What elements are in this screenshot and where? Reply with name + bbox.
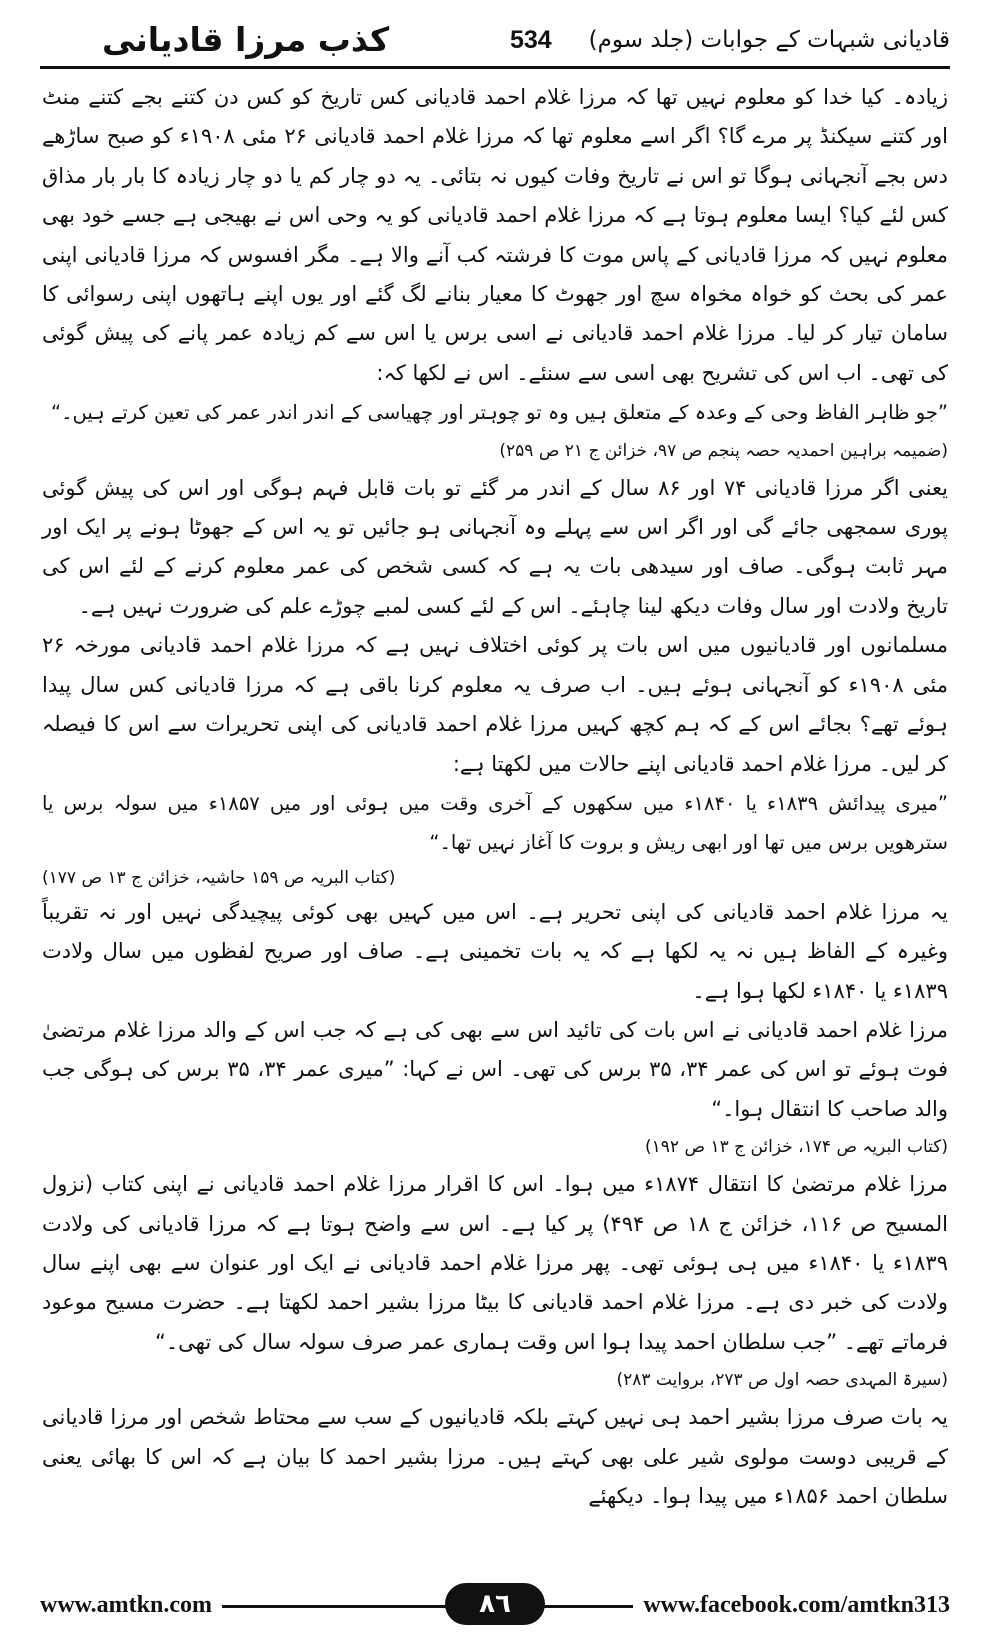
paragraph: مرزا غلام مرتضیٰ کا انتقال ۱۸۷۴ء میں ہوا۔ اس کا اقرار مرزا غلام احمد قادیانی نے اپنی کتاب (نزول المسیح ص ۱۱۶، خزائن ج ۱۸ ص ۴۹۴) پر کیا ہے۔ اس سے واضح ہوتا ہے کہ مرزا قادیانی کی ولادت ۱۸۳۹ء یا ۱۸۴۰ء میں ہی ہوئی تھی۔ پھر مرزا غلام احمد قادیانی نے ایک اور عنوان سے بھی اپنے سال ولادت کی خبر دی ہے۔ مرزا غلام احمد قادیانی کا بیٹا مرزا بشیر احمد لکھتا ہے۔ حضرت مسیح موعود فرماتے تھے۔ ”جب سلطان احمد پیدا ہوا اس وقت ہماری عمر صرف سولہ سال کی تھی۔“ <box>42 1172 948 1354</box>
page-body <box>42 78 948 1516</box>
footer-page-number: ٨٦ <box>445 1583 545 1625</box>
page-footer <box>40 1583 950 1627</box>
paragraph: مرزا غلام احمد قادیانی نے اس بات کی تائید اس سے بھی کی ہے کہ جب اس کے والد مرزا غلام مرتضیٰ فوت ہوئے تو اس کی عمر ۳۴، ۳۵ برس کی تھی۔ اس نے کہا: ”میری عمر ۳۴، ۳۵ برس کی ہوگی جب والد صاحب کا انتقال ہوا۔“ <box>42 1017 949 1121</box>
header-page-number: 534 <box>510 26 552 54</box>
quote: ”میری پیدائش ۱۸۳۹ء یا ۱۸۴۰ء میں سکھوں کے آخری وقت میں ہوئی اور میں ۱۸۵۷ء میں سولہ برس یا سترھویں برس میں تھا اور ابھی ریش و بروت کا آغاز نہیں تھا۔“ <box>42 791 949 855</box>
paragraph: مسلمانوں اور قادیانیوں میں اس بات پر کوئی اختلاف نہیں ہے کہ مرزا غلام احمد قادیانی مورخہ ۲۶ مئی ۱۹۰۸ء کو آنجہانی ہوئے ہیں۔ اب صرف یہ معلوم کرنا باقی ہے کہ مرزا قادیانی کس سال پیدا ہوئے تھے؟ بجائے اس کے کہ ہم کچھ کہیں مرزا غلام احمد قادیانی کی اپنی تحریرات سے اس کا فیصلہ کر لیں۔ مرزا غلام احمد قادیانی اپنے حالات میں لکھتا ہے: <box>42 633 949 776</box>
paragraph: یعنی اگر مرزا قادیانی ۷۴ اور ۸۶ سال کے اندر مر گئے تو بات قابل فہم ہوگی اور اس کی پیش گوئی پوری سمجھی جائے گی اور اگر اس سے پہلے وہ آنجہانی ہو جائیں تو یہ اس کے جھوٹا ہونے پر ایک اور مہر ثابت ہوگی۔ صاف اور سیدھی بات یہ ہے کہ کسی شخص کی عمر معلوم کرنے کے لئے اس کی تاریخ ولادت اور سال وفات دیکھ لینا چاہئے۔ اس کے لئے کسی لمبے چوڑے علم کی ضرورت نہیں ہے۔ <box>42 475 948 618</box>
paragraph: یہ بات صرف مرزا بشیر احمد ہی نہیں کہتے بلکہ قادیانیوں کے سب سے محتاط شخص اور مرزا قادیانی کے قریبی دوست مولوی شیر علی بھی کہتے ہیں۔ مرزا بشیر احمد کا بیان ہے کہ اس کا بھائی یعنی سلطان احمد ۱۸۵۶ء میں پیدا ہوا۔ دیکھئے <box>42 1405 948 1508</box>
reference: (سیرۃ المہدی حصہ اول ص ۲۷۳، بروایت ۲۸۳) <box>616 1370 948 1391</box>
page-header <box>40 18 950 62</box>
volume-title: قادیانی شبہات کے جوابات (جلد سوم) <box>588 27 950 53</box>
paragraph: یہ مرزا غلام احمد قادیانی کی اپنی تحریر ہے۔ اس میں کہیں بھی کوئی پیچیدگی نہیں اور نہ تقریباً وغیرہ کے الفاظ ہیں نہ یہ لکھا ہے کہ یہ بات تخمینی ہے۔ صاف اور صریح لفظوں میں سال ولادت ۱۸۳۹ء یا ۱۸۴۰ء لکھا ہوا ہے۔ <box>42 899 948 1003</box>
header-divider <box>40 66 950 69</box>
reference: (ضمیمہ براہین احمدیہ حصہ پنجم ص ۹۷، خزائن ج ۲۱ ص ۲۵۹) <box>499 440 948 461</box>
reference: (کتاب البریہ ص ۱۷۴، خزائن ج ۱۳ ص ۱۹۲) <box>645 1137 948 1158</box>
paragraph: زیادہ۔ کیا خدا کو معلوم نہیں تھا کہ مرزا غلام احمد قادیانی کس تاریخ کو کس دن کتنے بجے کتنے منٹ اور کتنے سیکنڈ پر مرے گا؟ اگر اسے معلوم تھا کہ مرزا غلام احمد قادیانی ۲۶ مئی ۱۹۰۸ء کو صبح ساڑھے دس بجے آنجہانی ہوگا تو اس نے تاریخ وفات کیوں نہ بتائی۔ یہ دو چار کم یا دو چار زیادہ کا بار بار مذاق کس لئے کیا؟ ایسا معلوم ہوتا ہے کہ مرزا غلام احمد قادیانی کو یہ وحی اس نے بھیجی ہے جسے خود بھی معلوم نہیں کہ مرزا قادیانی کے پاس موت کا فرشتہ کب آنے والا ہے۔ مگر افسوس کہ مرزا قادیانی اپنی عمر کی بحث کو خواہ مخواہ سچ اور جھوٹ کا معیار بنانے لگ گئے اور یوں اپنے ہاتھوں اپنی رسوائی کا سامان تیار کر لیا۔ مرزا غلام احمد قادیانی نے اسی برس یا اس سے کم زیادہ عمر پانے کی پیش گوئی کی تھی۔ اب اس کی تشریح بھی اسی سے سنئے۔ اس نے لکھا کہ: <box>42 85 948 385</box>
book-title: کذب مرزا قادیانی <box>102 20 390 59</box>
website-link[interactable]: www.amtkn.com <box>40 1585 222 1625</box>
quote: ”جو ظاہر الفاظ وحی کے وعدہ کے متعلق ہیں وہ تو چوہتر اور چھیاسی کے اندر اندر عمر کی تعین کرتے ہیں۔“ <box>50 401 948 425</box>
reference: (کتاب البریہ ص ۱۵۹ حاشیہ، خزائن ج ۱۳ ص ۱۷۷) <box>42 867 396 888</box>
facebook-link[interactable]: www.facebook.com/amtkn313 <box>633 1585 950 1625</box>
